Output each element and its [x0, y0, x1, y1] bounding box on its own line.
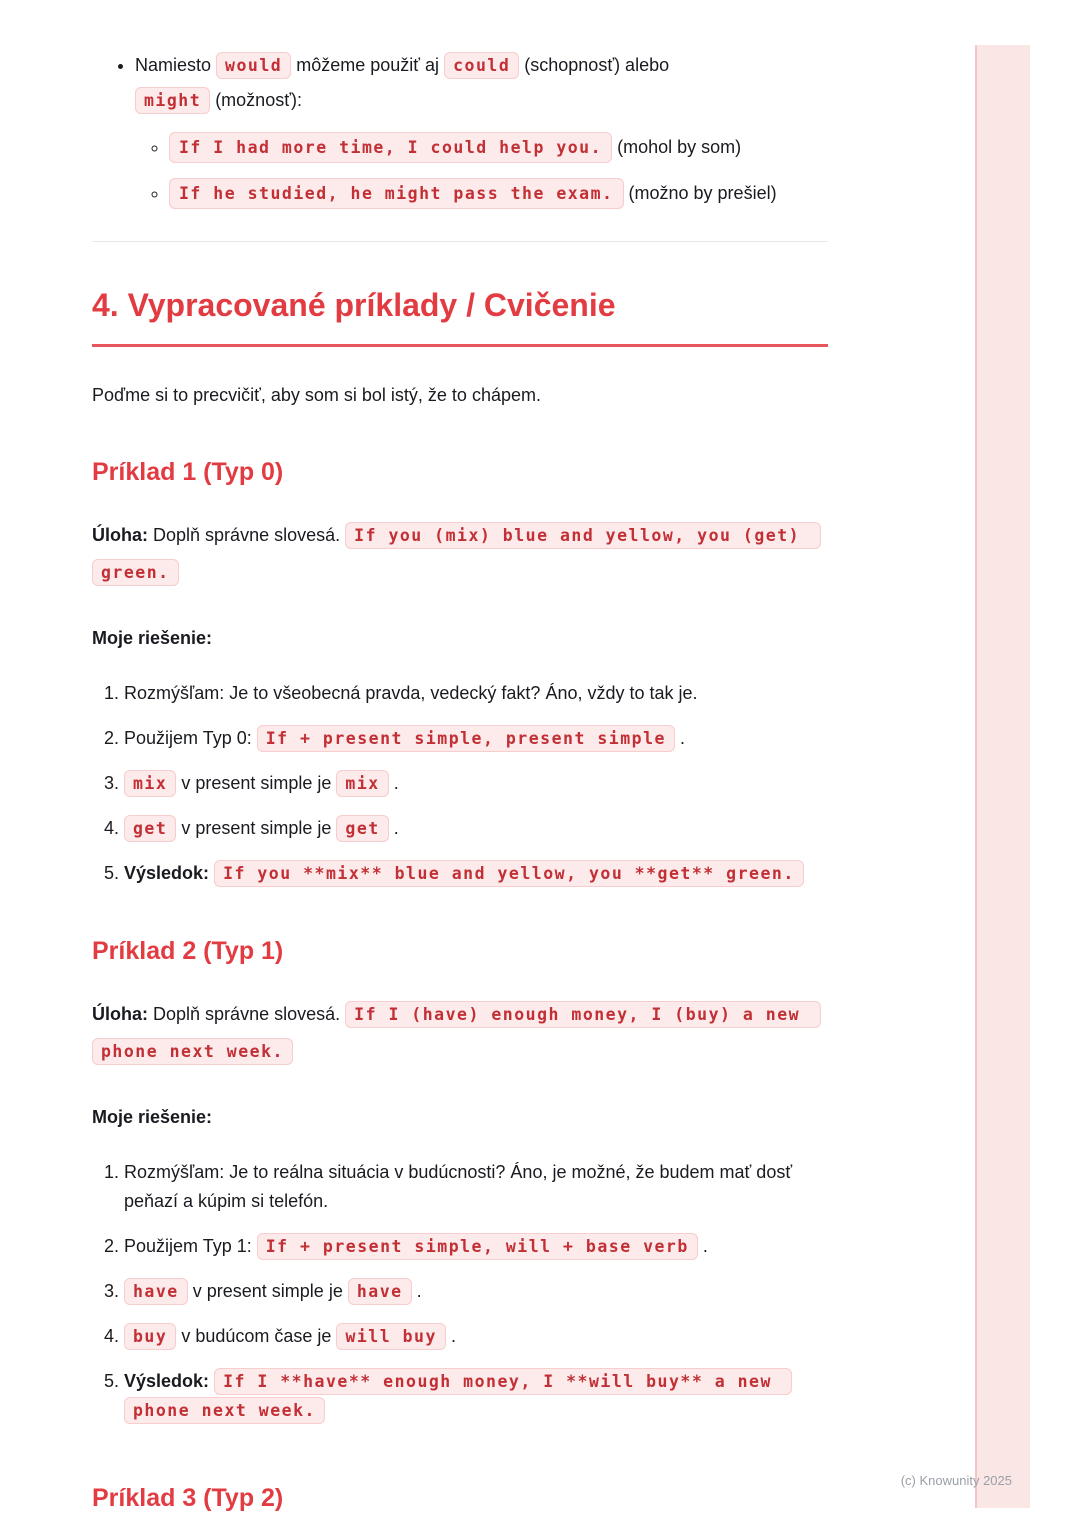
- code-chip-would: would: [216, 52, 291, 79]
- step-item: [124, 859, 828, 888]
- example2-steps: [92, 1158, 828, 1425]
- verb-code-chip: have: [124, 1278, 188, 1305]
- result-code-chip: If I **have** enough money, I **will buy** a new phone next week.: [124, 1368, 792, 1424]
- step-item: [124, 1158, 828, 1216]
- step-item: [124, 724, 828, 753]
- section-divider: [92, 241, 828, 242]
- example2-task: [92, 996, 828, 1070]
- copyright-footer: (c) Knowunity 2025: [900, 1473, 1012, 1488]
- step-text: .: [450, 1326, 456, 1346]
- code-chip-could: could: [444, 52, 519, 79]
- section-heading: 4. Vypracované príklady / Cvičenie: [92, 286, 828, 347]
- section-intro: Poďme si to precvičiť, aby som si bol istý, že to chápem.: [92, 385, 541, 405]
- note-text: môžeme použiť aj: [296, 55, 440, 75]
- step-item: [124, 1322, 828, 1351]
- step-item: [124, 1367, 828, 1425]
- task-code-chip: If I (have) enough money, I (buy) a new phone next week.: [92, 1001, 821, 1065]
- task-label: Úloha:: [92, 525, 148, 545]
- note-text: Namiesto: [135, 55, 212, 75]
- task-code-chip: If you (mix) blue and yellow, you (get) green.: [92, 522, 821, 586]
- step-item: [124, 1232, 828, 1261]
- step-text: .: [393, 773, 399, 793]
- verb-code-chip: get: [124, 815, 176, 842]
- sentence-note: (možno by prešiel): [628, 183, 777, 203]
- note-text: (schopnosť) alebo: [524, 55, 670, 75]
- notes-list: [92, 48, 828, 209]
- code-sentence-chip: If I had more time, I could help you.: [169, 132, 612, 163]
- result-label: Výsledok:: [124, 863, 210, 883]
- step-text: .: [702, 1236, 708, 1256]
- result-code-chip: If you **mix** blue and yellow, you **get** green.: [214, 860, 804, 887]
- step-text: .: [393, 818, 399, 838]
- step-text: .: [416, 1281, 422, 1301]
- example-sentence-item: [169, 178, 828, 209]
- step-text: Rozmýšľam: Je to reálna situácia v budúcnosti? Áno, je možné, že budem mať dosť peňazí a kúpim si telefón.: [124, 1162, 793, 1211]
- step-item: [124, 1277, 828, 1306]
- result-label: Výsledok:: [124, 1371, 210, 1391]
- rule-code-chip: If + present simple, will + base verb: [257, 1233, 698, 1260]
- step-item: [124, 679, 828, 708]
- example1-task: [92, 517, 828, 591]
- code-sentence-chip: If he studied, he might pass the exam.: [169, 178, 624, 209]
- example1-steps: [92, 679, 828, 888]
- sentence-note: (mohol by som): [617, 137, 742, 157]
- note-text: (možnosť):: [215, 90, 302, 110]
- example3-heading: Príklad 3 (Typ 2): [92, 1484, 284, 1512]
- step-item: [124, 769, 828, 798]
- step-text: v present simple je: [181, 818, 332, 838]
- solution-label: Moje riešenie:: [92, 1107, 213, 1127]
- example2-heading: Príklad 2 (Typ 1): [92, 937, 284, 965]
- example1-heading: Príklad 1 (Typ 0): [92, 458, 284, 486]
- solution-label: Moje riešenie:: [92, 628, 213, 648]
- code-chip-might: might: [135, 87, 210, 114]
- step-text: Použijem Typ 1:: [124, 1236, 252, 1256]
- step-text: .: [679, 728, 685, 748]
- task-text: Doplň správne slovesá.: [153, 525, 341, 545]
- step-text: Použijem Typ 0:: [124, 728, 252, 748]
- example-sentence-item: [169, 132, 828, 163]
- example-sentences-list: [135, 132, 828, 209]
- step-item: [124, 814, 828, 843]
- page-content: [92, 48, 828, 1513]
- task-label: Úloha:: [92, 1004, 148, 1024]
- side-strip-decoration: [975, 45, 1030, 1508]
- verb-code-chip: have: [348, 1278, 412, 1305]
- step-text: v budúcom čase je: [181, 1326, 332, 1346]
- step-text: v present simple je: [192, 1281, 343, 1301]
- note-item: [135, 48, 828, 209]
- step-text: Rozmýšľam: Je to všeobecná pravda, vedecký fakt? Áno, vždy to tak je.: [124, 683, 698, 703]
- verb-code-chip: will buy: [336, 1323, 445, 1350]
- example1-solution-label: [92, 625, 828, 651]
- step-text: v present simple je: [181, 773, 332, 793]
- verb-code-chip: get: [336, 815, 388, 842]
- example2-solution-label: [92, 1104, 828, 1130]
- rule-code-chip: If + present simple, present simple: [257, 725, 675, 752]
- task-text: Doplň správne slovesá.: [153, 1004, 341, 1024]
- verb-code-chip: mix: [336, 770, 388, 797]
- verb-code-chip: mix: [124, 770, 176, 797]
- verb-code-chip: buy: [124, 1323, 176, 1350]
